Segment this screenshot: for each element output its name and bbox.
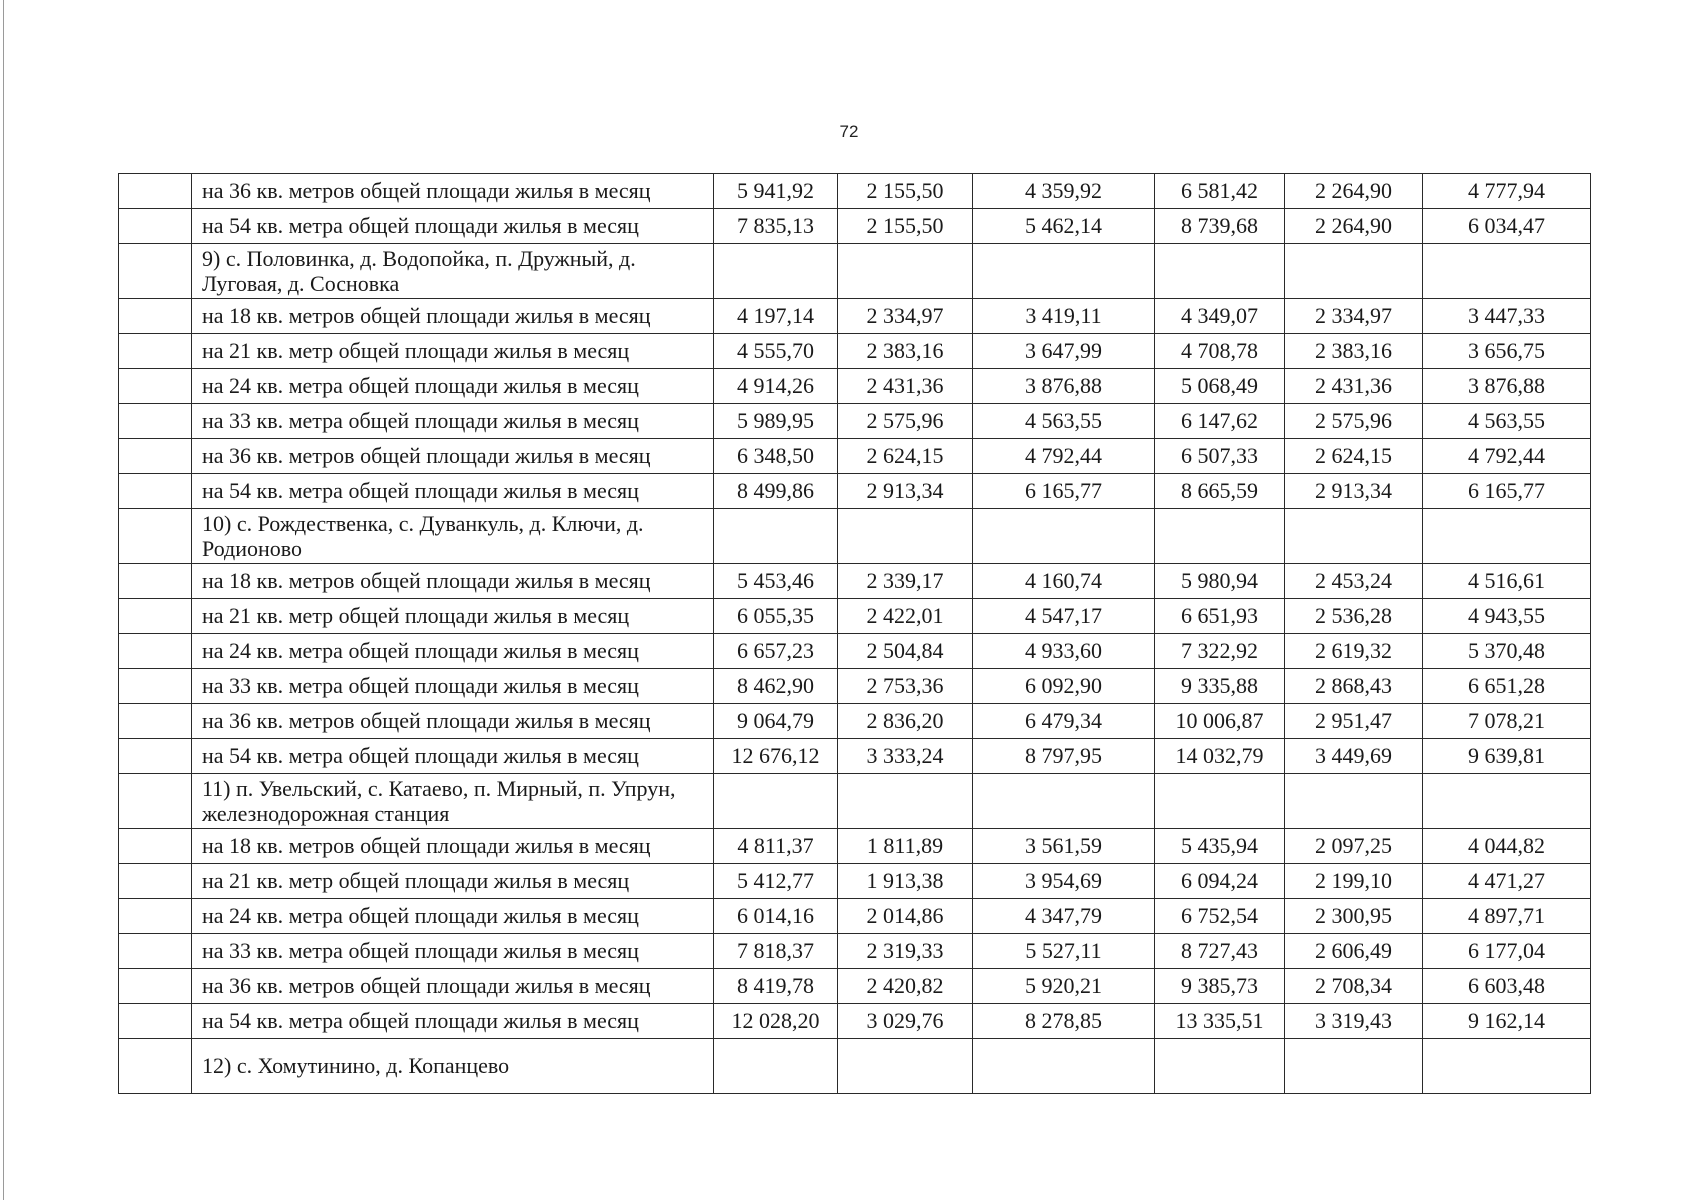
table-row [119, 209, 1591, 244]
value-cell [1423, 244, 1591, 299]
value-cell: 12 028,20 [714, 1004, 838, 1039]
value-cell: 3 449,69 [1285, 739, 1423, 774]
value-cell: 8 462,90 [714, 669, 838, 704]
value-cell: 2 575,96 [838, 404, 973, 439]
value-cell [1423, 774, 1591, 829]
value-cell: 2 383,16 [838, 334, 973, 369]
tariff-table-body [119, 174, 1591, 1094]
row-index-cell [119, 299, 192, 334]
value-cell: 2 606,49 [1285, 934, 1423, 969]
value-cell: 4 811,37 [714, 829, 838, 864]
value-cell: 2 836,20 [838, 704, 973, 739]
table-row [119, 439, 1591, 474]
value-cell [973, 774, 1155, 829]
value-cell: 6 034,47 [1423, 209, 1591, 244]
value-cell: 5 068,49 [1155, 369, 1285, 404]
section-heading-cell: 10) с. Рождественка, с. Дуванкуль, д. Ключи, д. Родионово [192, 509, 714, 564]
value-cell: 3 029,76 [838, 1004, 973, 1039]
value-cell: 6 055,35 [714, 599, 838, 634]
value-cell [973, 1039, 1155, 1094]
row-label-cell: на 24 кв. метра общей площади жилья в месяц [192, 634, 714, 669]
value-cell: 4 914,26 [714, 369, 838, 404]
value-cell: 2 431,36 [1285, 369, 1423, 404]
table-row [119, 864, 1591, 899]
value-cell: 9 639,81 [1423, 739, 1591, 774]
value-cell: 2 453,24 [1285, 564, 1423, 599]
value-cell: 5 989,95 [714, 404, 838, 439]
value-cell: 2 431,36 [838, 369, 973, 404]
value-cell: 4 347,79 [973, 899, 1155, 934]
row-index-cell [119, 829, 192, 864]
value-cell: 4 471,27 [1423, 864, 1591, 899]
table-row [119, 634, 1591, 669]
value-cell [1155, 774, 1285, 829]
section-heading-cell: 12) с. Хомутинино, д. Копанцево [192, 1039, 714, 1094]
value-cell: 4 547,17 [973, 599, 1155, 634]
row-index-cell [119, 439, 192, 474]
value-cell [838, 244, 973, 299]
row-label-cell: на 36 кв. метров общей площади жилья в месяц [192, 439, 714, 474]
value-cell: 7 835,13 [714, 209, 838, 244]
value-cell: 3 561,59 [973, 829, 1155, 864]
value-cell: 9 385,73 [1155, 969, 1285, 1004]
row-label-cell: на 54 кв. метра общей площади жилья в месяц [192, 739, 714, 774]
value-cell: 2 097,25 [1285, 829, 1423, 864]
table-row [119, 899, 1591, 934]
value-cell: 2 422,01 [838, 599, 973, 634]
table-row [119, 404, 1591, 439]
row-label-cell: на 54 кв. метра общей площади жилья в месяц [192, 1004, 714, 1039]
value-cell [1155, 509, 1285, 564]
table-row [119, 1004, 1591, 1039]
row-index-cell [119, 634, 192, 669]
section-heading-cell: 11) п. Увельский, с. Катаево, п. Мирный, п. Упрун, железнодорожная станция [192, 774, 714, 829]
value-cell [973, 244, 1155, 299]
tariff-table [118, 173, 1591, 1094]
value-cell: 6 092,90 [973, 669, 1155, 704]
value-cell: 6 603,48 [1423, 969, 1591, 1004]
value-cell: 3 419,11 [973, 299, 1155, 334]
value-cell: 6 348,50 [714, 439, 838, 474]
row-index-cell [119, 704, 192, 739]
value-cell [1423, 1039, 1591, 1094]
value-cell: 14 032,79 [1155, 739, 1285, 774]
row-label-cell: на 33 кв. метра общей площади жилья в месяц [192, 404, 714, 439]
row-index-cell [119, 669, 192, 704]
value-cell: 2 619,32 [1285, 634, 1423, 669]
value-cell: 4 943,55 [1423, 599, 1591, 634]
table-row [119, 969, 1591, 1004]
value-cell [714, 774, 838, 829]
value-cell: 4 563,55 [973, 404, 1155, 439]
value-cell: 2 536,28 [1285, 599, 1423, 634]
row-index-cell [119, 599, 192, 634]
value-cell: 6 014,16 [714, 899, 838, 934]
value-cell: 4 777,94 [1423, 174, 1591, 209]
value-cell: 3 647,99 [973, 334, 1155, 369]
value-cell: 3 876,88 [973, 369, 1155, 404]
value-cell: 2 575,96 [1285, 404, 1423, 439]
table-row [119, 299, 1591, 334]
table-row [119, 334, 1591, 369]
row-label-cell: на 18 кв. метров общей площади жилья в месяц [192, 829, 714, 864]
value-cell: 8 665,59 [1155, 474, 1285, 509]
value-cell: 6 651,93 [1155, 599, 1285, 634]
value-cell: 5 453,46 [714, 564, 838, 599]
value-cell: 9 064,79 [714, 704, 838, 739]
value-cell: 5 941,92 [714, 174, 838, 209]
row-label-cell: на 24 кв. метра общей площади жилья в месяц [192, 899, 714, 934]
table-row [119, 369, 1591, 404]
value-cell: 8 278,85 [973, 1004, 1155, 1039]
value-cell: 5 527,11 [973, 934, 1155, 969]
value-cell: 8 739,68 [1155, 209, 1285, 244]
value-cell [1285, 509, 1423, 564]
value-cell: 6 479,34 [973, 704, 1155, 739]
value-cell: 2 420,82 [838, 969, 973, 1004]
value-cell [714, 244, 838, 299]
row-index-cell [119, 564, 192, 599]
row-index-cell [119, 969, 192, 1004]
row-label-cell: на 18 кв. метров общей площади жилья в месяц [192, 299, 714, 334]
value-cell: 10 006,87 [1155, 704, 1285, 739]
row-label-cell: на 21 кв. метр общей площади жилья в месяц [192, 599, 714, 634]
row-label-cell: на 54 кв. метра общей площади жилья в месяц [192, 474, 714, 509]
row-label-cell: на 33 кв. метра общей площади жилья в месяц [192, 934, 714, 969]
value-cell: 4 197,14 [714, 299, 838, 334]
value-cell: 7 818,37 [714, 934, 838, 969]
value-cell: 2 155,50 [838, 174, 973, 209]
value-cell: 3 876,88 [1423, 369, 1591, 404]
value-cell: 2 319,33 [838, 934, 973, 969]
value-cell: 2 753,36 [838, 669, 973, 704]
row-index-cell [119, 1004, 192, 1039]
row-label-cell: на 21 кв. метр общей площади жилья в месяц [192, 334, 714, 369]
section-heading-cell: 9) с. Половинка, д. Водопойка, п. Дружный, д. Луговая, д. Сосновка [192, 244, 714, 299]
row-label-cell: на 36 кв. метров общей площади жилья в месяц [192, 704, 714, 739]
value-cell: 5 462,14 [973, 209, 1155, 244]
value-cell: 2 708,34 [1285, 969, 1423, 1004]
row-label-cell: на 24 кв. метра общей площади жилья в месяц [192, 369, 714, 404]
value-cell: 4 160,74 [973, 564, 1155, 599]
value-cell [1155, 244, 1285, 299]
section-row [119, 509, 1591, 564]
row-index-cell [119, 899, 192, 934]
value-cell: 2 339,17 [838, 564, 973, 599]
value-cell: 5 435,94 [1155, 829, 1285, 864]
value-cell: 6 147,62 [1155, 404, 1285, 439]
value-cell: 2 913,34 [838, 474, 973, 509]
value-cell [1285, 774, 1423, 829]
value-cell: 3 333,24 [838, 739, 973, 774]
value-cell: 2 624,15 [1285, 439, 1423, 474]
value-cell: 9 162,14 [1423, 1004, 1591, 1039]
value-cell: 4 933,60 [973, 634, 1155, 669]
table-row [119, 564, 1591, 599]
value-cell: 6 657,23 [714, 634, 838, 669]
value-cell: 2 300,95 [1285, 899, 1423, 934]
value-cell: 6 165,77 [973, 474, 1155, 509]
value-cell: 4 555,70 [714, 334, 838, 369]
value-cell: 13 335,51 [1155, 1004, 1285, 1039]
value-cell: 8 499,86 [714, 474, 838, 509]
value-cell: 4 792,44 [973, 439, 1155, 474]
value-cell: 3 656,75 [1423, 334, 1591, 369]
row-index-cell [119, 334, 192, 369]
page-number: 72 [839, 122, 859, 141]
value-cell: 2 868,43 [1285, 669, 1423, 704]
value-cell: 6 177,04 [1423, 934, 1591, 969]
value-cell: 12 676,12 [714, 739, 838, 774]
value-cell: 5 370,48 [1423, 634, 1591, 669]
value-cell [973, 509, 1155, 564]
row-index-cell [119, 244, 192, 299]
value-cell: 4 044,82 [1423, 829, 1591, 864]
value-cell: 4 708,78 [1155, 334, 1285, 369]
row-label-cell: на 18 кв. метров общей площади жилья в месяц [192, 564, 714, 599]
value-cell: 6 752,54 [1155, 899, 1285, 934]
value-cell: 2 264,90 [1285, 174, 1423, 209]
value-cell: 1 913,38 [838, 864, 973, 899]
row-index-cell [119, 864, 192, 899]
value-cell: 2 383,16 [1285, 334, 1423, 369]
value-cell: 6 094,24 [1155, 864, 1285, 899]
row-label-cell: на 21 кв. метр общей площади жилья в месяц [192, 864, 714, 899]
section-row [119, 1039, 1591, 1094]
value-cell: 4 516,61 [1423, 564, 1591, 599]
table-row [119, 704, 1591, 739]
value-cell: 2 504,84 [838, 634, 973, 669]
value-cell: 2 155,50 [838, 209, 973, 244]
section-row [119, 244, 1591, 299]
value-cell: 2 264,90 [1285, 209, 1423, 244]
value-cell: 8 419,78 [714, 969, 838, 1004]
value-cell: 4 359,92 [973, 174, 1155, 209]
row-index-cell [119, 369, 192, 404]
row-index-cell [119, 1039, 192, 1094]
value-cell [838, 1039, 973, 1094]
value-cell [838, 509, 973, 564]
value-cell: 7 078,21 [1423, 704, 1591, 739]
value-cell: 2 624,15 [838, 439, 973, 474]
row-label-cell: на 36 кв. метров общей площади жилья в месяц [192, 174, 714, 209]
value-cell: 8 797,95 [973, 739, 1155, 774]
row-label-cell: на 54 кв. метра общей площади жилья в месяц [192, 209, 714, 244]
value-cell [714, 1039, 838, 1094]
row-index-cell [119, 509, 192, 564]
value-cell: 3 319,43 [1285, 1004, 1423, 1039]
value-cell [714, 509, 838, 564]
value-cell: 6 165,77 [1423, 474, 1591, 509]
table-row [119, 599, 1591, 634]
value-cell: 4 792,44 [1423, 439, 1591, 474]
value-cell: 9 335,88 [1155, 669, 1285, 704]
value-cell: 2 951,47 [1285, 704, 1423, 739]
value-cell [1285, 244, 1423, 299]
value-cell: 2 913,34 [1285, 474, 1423, 509]
value-cell: 5 920,21 [973, 969, 1155, 1004]
row-label-cell: на 36 кв. метров общей площади жилья в месяц [192, 969, 714, 1004]
table-row [119, 739, 1591, 774]
value-cell: 3 954,69 [973, 864, 1155, 899]
value-cell [1423, 509, 1591, 564]
value-cell: 3 447,33 [1423, 299, 1591, 334]
table-row [119, 174, 1591, 209]
value-cell: 5 980,94 [1155, 564, 1285, 599]
value-cell: 6 651,28 [1423, 669, 1591, 704]
value-cell [1155, 1039, 1285, 1094]
value-cell: 4 897,71 [1423, 899, 1591, 934]
row-label-cell: на 33 кв. метра общей площади жилья в месяц [192, 669, 714, 704]
value-cell: 4 349,07 [1155, 299, 1285, 334]
value-cell: 2 334,97 [1285, 299, 1423, 334]
value-cell [838, 774, 973, 829]
value-cell: 7 322,92 [1155, 634, 1285, 669]
value-cell: 2 199,10 [1285, 864, 1423, 899]
table-row [119, 474, 1591, 509]
value-cell: 2 334,97 [838, 299, 973, 334]
table-row [119, 829, 1591, 864]
row-index-cell [119, 774, 192, 829]
value-cell: 1 811,89 [838, 829, 973, 864]
value-cell [1285, 1039, 1423, 1094]
value-cell: 4 563,55 [1423, 404, 1591, 439]
row-index-cell [119, 209, 192, 244]
value-cell: 6 581,42 [1155, 174, 1285, 209]
value-cell: 2 014,86 [838, 899, 973, 934]
table-row [119, 934, 1591, 969]
row-index-cell [119, 474, 192, 509]
scan-edge-line [3, 0, 4, 1200]
row-index-cell [119, 174, 192, 209]
row-index-cell [119, 739, 192, 774]
row-index-cell [119, 934, 192, 969]
value-cell: 8 727,43 [1155, 934, 1285, 969]
value-cell: 5 412,77 [714, 864, 838, 899]
table-row [119, 669, 1591, 704]
row-index-cell [119, 404, 192, 439]
value-cell: 6 507,33 [1155, 439, 1285, 474]
section-row [119, 774, 1591, 829]
